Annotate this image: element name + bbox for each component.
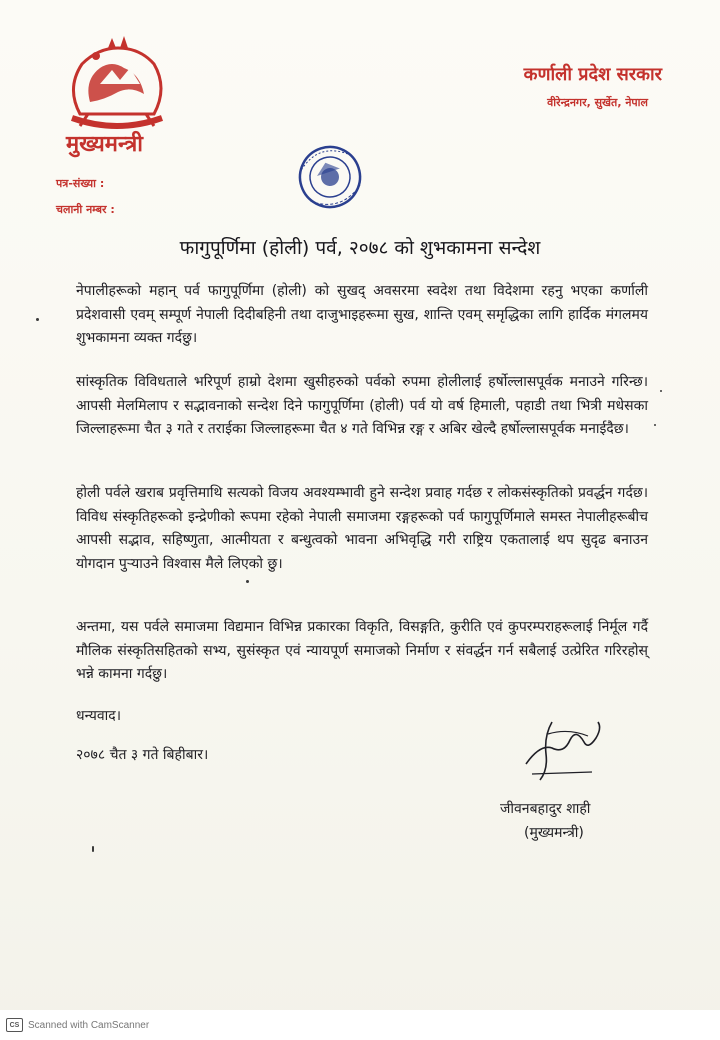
office-address: वीरेन्द्रनगर, सुर्खेत, नेपाल xyxy=(547,96,648,109)
scan-speck xyxy=(92,846,94,852)
letter-paragraph-2: सांस्कृतिक विविधताले भरिपूर्ण हाम्रो देशमा खुसीहरुको पर्वको रुपमा होलीलाई हर्षोल्लासपूर्वक मनाउने गरिन्छ। आपसी मेलमिलाप र सद्भावनाको सन्देश दिने फागुपूर्णिमा (होली) पर्व यो वर्ष हिमाली, पहाडी तथा भित्री मधेसका जिल्लाहरूमा चैत ३ गते र तराईका जिल्लाहरूमा चैत ४ गते विभिन्न रङ्ग र अबिर खेल्दै हर्षोल्लासपूर्वक मनाईदैछ। xyxy=(76,374,648,437)
letter-heading: फागुपूर्णिमा (होली) पर्व, २०७८ को शुभकामना सन्देश xyxy=(179,237,541,259)
reference-number-label: पत्र-संख्या : xyxy=(56,177,105,190)
letter-paragraph-1: नेपालीहरूको महान् पर्व फागुपूर्णिमा (होली) को सुखद् अवसरमा स्वदेश तथा विदेशमा रहनु भएका कर्णाली प्रदेशवासी एवम् सम्पूर्ण नेपाली दिदीबहिनी तथा दाजुभाइहरूमा सुख, शान्ति एवम् समृद्धिका लागि हार्दिक मंगलमय शुभकामना व्यक्त गर्दछु। xyxy=(76,283,648,346)
handwritten-signature-icon xyxy=(518,714,614,784)
camscanner-logo-icon: CS xyxy=(6,1018,23,1032)
scan-speck xyxy=(36,318,39,321)
office-title: मुख्यमन्त्री xyxy=(66,131,143,157)
scan-speck xyxy=(660,390,662,392)
letter-closing: धन्यवाद। xyxy=(76,708,122,724)
letter-paragraph-3: होली पर्वले खराब प्रवृत्तिमाथि सत्यको विजय अवश्यम्भावी हुने सन्देश प्रवाह गर्दछ र लोकसंस्कृतिको प्रवर्द्धन गर्दछ। विविध संस्कृतिहरूको इन्द्रेणीको रूपमा रहेको नेपाली समाजमा रङ्गहरूको पर्व फागुपूर्णिमाले समस्त नेपालीहरूबीच आपसी सद्भाव, सहिष्णुता, आत्मीयता र बन्धुत्वको भावना अभिवृद्धि गरी राष्ट्रिय एकतालाई थप सुदृढ बनाउन योगदान पुऱ्याउने विश्वास मैले लिएको छु। xyxy=(76,485,648,572)
scanner-watermark-bar xyxy=(0,1010,720,1040)
letter-paragraph-4: अन्तमा, यस पर्वले समाजमा विद्यमान विभिन्न प्रकारका विकृति, विसङ्गति, कुरीति एवं कुपरम्पराहरूलाई निर्मूल गर्दै मौलिक संस्कृतिसहितको सभ्य, सुसंस्कृत एवं न्यायपूर्ण समाजको निर्माण र संवर्द्धन गर्न सबैलाई उत्प्रेरित गरिरहोस् भन्ने कामना गर्दछु। xyxy=(76,619,648,682)
office-seal-icon xyxy=(282,132,378,222)
scan-speck xyxy=(654,424,656,426)
signatory-name: जीवनबहादुर शाही xyxy=(500,801,591,817)
scanner-watermark-text: Scanned with CamScanner xyxy=(28,1019,150,1031)
dispatch-number-label: चलानी नम्बर : xyxy=(56,203,115,216)
scan-speck xyxy=(246,580,249,583)
nepal-coat-of-arms-icon xyxy=(60,34,175,132)
signatory-title: (मुख्यमन्त्री) xyxy=(524,825,584,841)
letter-date: २०७८ चैत ३ गते बिहीबार। xyxy=(76,747,209,763)
government-name: कर्णाली प्रदेश सरकार xyxy=(523,64,662,85)
